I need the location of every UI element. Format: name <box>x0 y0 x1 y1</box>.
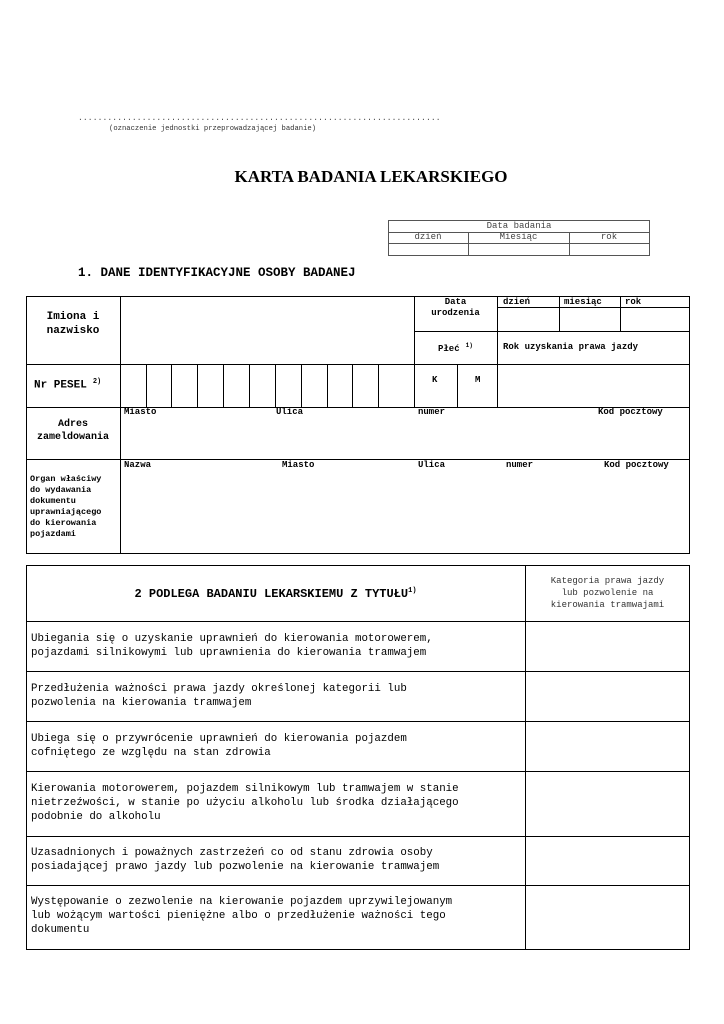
section1-heading: 1. DANE IDENTYFIKACYJNE OSOBY BADANEJ <box>78 266 356 280</box>
page-title: KARTA BADANIA LEKARSKIEGO <box>234 167 508 186</box>
license-year-label: Rok uzyskania prawa jazdy <box>503 342 639 352</box>
pesel-label <box>34 378 101 392</box>
sex-label <box>438 342 473 354</box>
name-label-line2: nazwisko <box>46 325 100 337</box>
organ-label-line4: uprawniającego <box>30 507 102 517</box>
organ-number: numer <box>506 460 534 470</box>
reason-row-1-line1: Ubiegania się o uzyskanie uprawnień do kierowania motorowerem, <box>31 633 433 645</box>
reason-row-3-line1: Ubiega się o przywrócenie uprawnień do kierowania pojazdem <box>31 733 407 745</box>
sex-m: M <box>475 375 481 385</box>
category-header-line2: lub pozwolenie na <box>561 588 654 598</box>
reason-row-4-line3: podobnie do alkoholu <box>31 811 161 823</box>
pesel-label-text: Nr PESEL <box>34 379 87 392</box>
address-label-line2: zameldowania <box>36 432 109 443</box>
organ-label-line6: pojazdami <box>30 529 76 539</box>
birth-year-label: rok <box>625 297 642 307</box>
reason-row-4-line1: Kierowania motorowerem, pojazdem silnikowym lub tramwajem w stanie <box>31 783 459 795</box>
birth-label-line1: Data <box>444 297 467 307</box>
reason-row-2-line1: Przedłużenia ważności prawa jazdy określonej kategorii lub <box>31 683 407 695</box>
address-postal: Kod pocztowy <box>598 407 663 417</box>
reason-row-6-line2: lub wożącym wartości pieniężne albo o przedłużenie ważności tego <box>31 910 446 922</box>
section2-heading-sup: 1) <box>408 587 417 595</box>
unit-caption: (oznaczenie jednostki przeprowadzającej badanie) <box>109 125 317 133</box>
pesel-label-sup: 2) <box>92 378 102 386</box>
category-header-line1: Kategoria prawa jazdy <box>550 576 665 586</box>
exam-date-day: dzień <box>414 232 442 242</box>
organ-label-line1: Organ właściwy <box>30 474 102 484</box>
organ-postal: Kod pocztowy <box>604 460 669 470</box>
organ-label-line3: dokumentu <box>30 496 76 506</box>
exam-date-title: Data badania <box>486 221 552 231</box>
category-header-line3: kierowania tramwajami <box>550 600 665 610</box>
reason-row-4-line2: nietrzeźwości, w stanie po użyciu alkoholu lub środka działającego <box>31 797 459 809</box>
organ-label-line2: do wydawania <box>30 485 92 495</box>
organ-city: Miasto <box>282 460 315 470</box>
reason-row-1-line2: pojazdami silnikowymi lub uprawnienia do kierowania tramwajem <box>31 647 427 659</box>
reason-row-3-line2: cofniętego ze względu na stan zdrowia <box>31 747 271 759</box>
organ-label-line5: do kierowania <box>30 518 97 528</box>
birth-day-label: dzień <box>503 297 531 307</box>
name-label-line1: Imiona i <box>46 311 100 323</box>
address-label-line1: Adres <box>57 419 88 430</box>
sex-label-sup: 1) <box>465 342 473 349</box>
sex-k: K <box>432 375 438 385</box>
address-street: Ulica <box>276 407 304 417</box>
reason-row-6-line1: Występowanie o zezwolenie na kierowanie pojazdem uprzywilejowanym <box>31 896 453 908</box>
unit-dotted-line: .......................................................................... <box>78 114 441 123</box>
organ-street: Ulica <box>418 460 446 470</box>
section2-heading <box>26 587 525 601</box>
exam-date-year: rok <box>600 232 618 242</box>
reason-row-5-line1: Uzasadnionych i poważnych zastrzeżeń co od stanu zdrowia osoby <box>31 847 433 859</box>
reason-row-6-line3: dokumentu <box>31 924 90 936</box>
reason-row-5-line2: posiadającej prawo jazdy lub pozwolenie na kierowanie tramwajem <box>31 861 440 873</box>
reason-row-2-line2: pozwolenia na kierowania tramwajem <box>31 697 252 709</box>
section2-heading-text: 2 PODLEGA BADANIU LEKARSKIEMU Z TYTUŁU <box>134 587 409 601</box>
organ-name: Nazwa <box>124 460 152 470</box>
address-number: numer <box>418 407 446 417</box>
sex-label-text: Płeć <box>438 344 460 354</box>
exam-date-month: Miesiąc <box>499 232 538 242</box>
birth-month-label: miesiąc <box>564 297 602 307</box>
birth-label-line2: urodzenia <box>431 308 480 318</box>
address-city: Miasto <box>124 407 157 417</box>
